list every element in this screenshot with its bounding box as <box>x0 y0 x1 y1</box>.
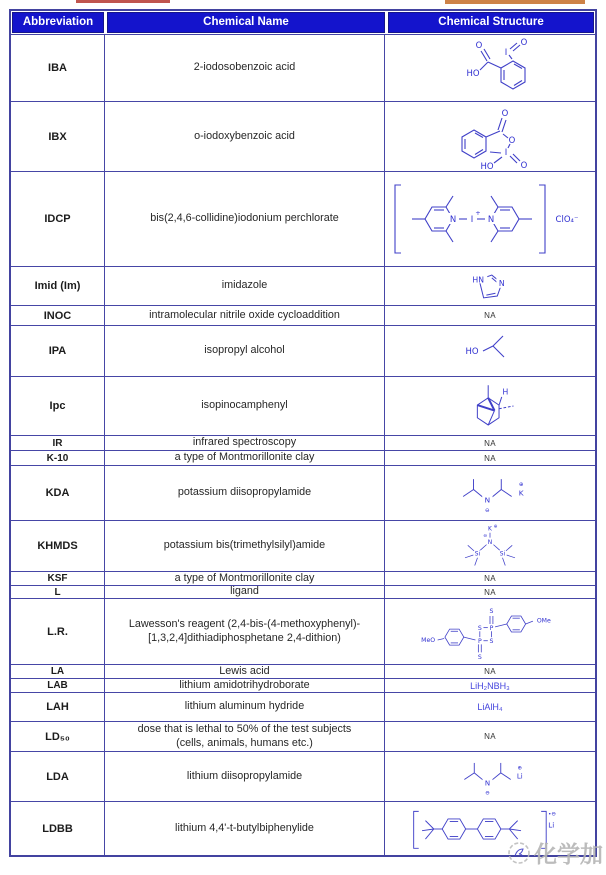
row-lab <box>11 678 595 692</box>
na-label: NA <box>484 438 496 448</box>
abbreviation-cell: L <box>11 586 105 598</box>
formula-text: LiAlH₄ <box>477 702 503 712</box>
atom-label: H <box>502 387 509 397</box>
chemical-name-cell: a type of Montmorillonite clay <box>105 451 385 465</box>
row-lah <box>11 692 595 721</box>
row-ipc <box>11 376 595 435</box>
chemical-name-cell: intramolecular nitrile oxide cycloaddition <box>105 306 385 325</box>
abbreviation-cell: IDCP <box>11 172 105 266</box>
charge-label: ⊕ <box>518 482 524 489</box>
header-chemical-structure: Chemical Structure <box>388 12 594 33</box>
atom-label: S <box>477 653 482 661</box>
na-label: NA <box>484 732 496 741</box>
na-label: NA <box>484 574 496 583</box>
chemical-structure-cell <box>385 572 595 585</box>
atom-label: K <box>518 488 524 498</box>
charge-label: ⊖ <box>483 533 488 539</box>
atom-label: N <box>487 215 495 225</box>
chemical-structure-cell <box>385 436 595 450</box>
chemical-name-cell: isopinocamphenyl <box>105 377 385 435</box>
atom-label: HO <box>466 69 480 79</box>
charge-label: ⊖ <box>485 789 490 796</box>
row-inoc <box>11 305 595 325</box>
abbreviation-cell: K-10 <box>11 451 105 465</box>
na-label: NA <box>484 587 496 597</box>
header-abbreviation: Abbreviation <box>12 12 104 33</box>
ibx-structure-drawing <box>424 102 556 171</box>
huaxuejia-logo-icon <box>506 840 532 866</box>
row-kda <box>11 465 595 520</box>
row-la <box>11 664 595 678</box>
atom-label: I <box>504 147 508 158</box>
chemical-name-cell: infrared spectroscopy <box>105 436 385 450</box>
chemical-structure-cell <box>385 267 595 305</box>
row-iba <box>11 34 595 101</box>
abbreviation-cell: IBA <box>11 35 105 101</box>
table-header-row <box>11 11 595 34</box>
atom-label: N <box>449 215 457 225</box>
idcp-structure-drawing <box>387 173 593 265</box>
chemical-structure-cell <box>385 752 595 801</box>
ipa-structure-drawing <box>457 330 523 372</box>
row-lda <box>11 751 595 801</box>
abbreviation-cell: INOC <box>11 306 105 325</box>
na-label: NA <box>484 453 496 463</box>
chemical-structure-cell <box>385 693 595 721</box>
iba-structure-drawing <box>425 37 555 99</box>
atom-label: O <box>501 108 509 119</box>
abbreviation-cell: KSF <box>11 572 105 585</box>
counterion-label: ClO₄⁻ <box>555 215 579 225</box>
chemical-structure-cell <box>385 102 595 171</box>
abbreviation-cell: L.R. <box>11 599 105 664</box>
chemical-structure-cell <box>385 586 595 598</box>
chemical-name-cell: Lewis acid <box>105 665 385 678</box>
chemical-structure-cell <box>385 521 595 571</box>
atom-label: S <box>489 607 494 615</box>
atom-label: S <box>477 624 482 632</box>
row-l <box>11 585 595 598</box>
radical-anion-label: •⊖ <box>548 811 556 818</box>
abbreviation-cell: IBX <box>11 102 105 171</box>
chemical-name-cell: dose that is lethal to 50% of the test subjects (cells, animals, humans etc.) <box>105 722 385 751</box>
abbreviation-cell: LAH <box>11 693 105 721</box>
chemical-structure-cell <box>385 172 595 266</box>
atom-label: N <box>487 539 493 546</box>
formula-text: LiH₂NBH₃ <box>470 680 510 691</box>
abbreviation-cell: IR <box>11 436 105 450</box>
watermark <box>506 836 603 869</box>
chemical-name-cell: lithium diisopropylamide <box>105 752 385 801</box>
abbreviation-cell: LD₅₀ <box>11 722 105 751</box>
atom-label: P <box>477 637 482 645</box>
abbreviation-cell: LA <box>11 665 105 678</box>
abbreviation-cell: LDA <box>11 752 105 801</box>
chemical-structure-cell <box>385 722 595 751</box>
chemical-name-cell: 2-iodosobenzoic acid <box>105 35 385 101</box>
lda-structure-drawing <box>431 753 549 801</box>
row-khmds <box>11 520 595 571</box>
atom-label: I <box>504 48 508 58</box>
atom-label: P <box>489 624 494 632</box>
chemical-structure-cell <box>385 377 595 435</box>
header-chemical-name: Chemical Name <box>107 12 385 33</box>
chemical-name-cell: o-iodoxybenzoic acid <box>105 102 385 171</box>
chemical-structure-cell <box>385 466 595 520</box>
chemical-structure-cell <box>385 599 595 664</box>
abbreviation-cell: KDA <box>11 466 105 520</box>
atom-label: O <box>475 41 483 51</box>
abbreviation-cell: Ipc <box>11 377 105 435</box>
abbreviation-cell: KHMDS <box>11 521 105 571</box>
row-k10 <box>11 450 595 465</box>
chemical-name-cell: a type of Montmorillonite clay <box>105 572 385 585</box>
chemical-structure-cell <box>385 451 595 465</box>
chemical-structure-cell <box>385 35 595 101</box>
atom-label: S <box>489 637 494 645</box>
atom-label: MeO <box>421 636 436 644</box>
atom-label: I <box>470 215 474 225</box>
ipc-structure-drawing <box>450 378 530 434</box>
atom-label: OMe <box>536 617 551 625</box>
atom-label: HN <box>472 275 484 285</box>
cropped-red-highlight-bar <box>76 0 170 3</box>
row-idcp <box>11 171 595 266</box>
charge-label: + <box>475 209 481 217</box>
row-ibx <box>11 101 595 171</box>
abbreviation-cell: Imid (Im) <box>11 267 105 305</box>
chemical-name-cell: potassium diisopropylamide <box>105 466 385 520</box>
chemical-name-cell: lithium aluminum hydride <box>105 693 385 721</box>
atom-label: HO <box>465 347 479 357</box>
kda-structure-drawing <box>431 467 549 519</box>
watermark-text: 化学加 <box>534 841 603 867</box>
chemical-name-cell: isopropyl alcohol <box>105 326 385 376</box>
atom-label: O <box>520 160 528 171</box>
row-lr <box>11 598 595 664</box>
khmds-structure-drawing <box>433 521 547 571</box>
abbreviation-table <box>9 9 597 857</box>
charge-label: ⊕ <box>493 524 498 530</box>
chemical-name-cell: lithium amidotrihydroborate <box>105 679 385 692</box>
atom-label: Li <box>548 819 555 829</box>
chemical-name-cell: Lawesson's reagent (2,4-bis-(4-methoxyphenyl)-[1,3,2,4]dithiadiphosphetane 2,4-dithion) <box>105 599 385 664</box>
abbreviation-cell: LDBB <box>11 802 105 855</box>
abbreviation-cell: LAB <box>11 679 105 692</box>
na-label: NA <box>484 311 496 320</box>
atom-label: K <box>488 526 492 533</box>
atom-label: O <box>508 135 516 146</box>
charge-label: ⊖ <box>485 508 490 515</box>
row-ksf <box>11 571 595 585</box>
imidazole-structure-drawing <box>461 267 519 305</box>
chemical-structure-cell <box>385 679 595 692</box>
abbreviation-cell: IPA <box>11 326 105 376</box>
na-label: NA <box>484 667 496 676</box>
atom-label: Si <box>499 551 506 558</box>
atom-label: HO <box>480 161 494 171</box>
row-ld50 <box>11 721 595 751</box>
chemical-structure-cell <box>385 665 595 678</box>
row-ir <box>11 435 595 450</box>
atom-label: Li <box>516 771 523 781</box>
lawessons-reagent-structure-drawing <box>385 600 595 664</box>
chemical-structure-cell <box>385 306 595 325</box>
cropped-orange-highlight-bar <box>445 0 585 4</box>
chemical-name-cell: lithium 4,4'-t-butylbiphenylide <box>105 802 385 855</box>
atom-label: O <box>520 38 528 48</box>
chemical-structure-cell <box>385 326 595 376</box>
chemical-name-cell: potassium bis(trimethylsilyl)amide <box>105 521 385 571</box>
row-imid <box>11 266 595 305</box>
chemical-name-cell: ligand <box>105 586 385 598</box>
atom-label: N <box>484 495 491 505</box>
chemical-name-cell: bis(2,4,6-collidine)iodonium perchlorate <box>105 172 385 266</box>
row-ipa <box>11 325 595 376</box>
atom-label: N <box>484 777 491 787</box>
chemical-name-cell: imidazole <box>105 267 385 305</box>
charge-label: ⊕ <box>517 765 523 772</box>
atom-label: Si <box>474 551 481 558</box>
atom-label: N <box>498 279 505 288</box>
